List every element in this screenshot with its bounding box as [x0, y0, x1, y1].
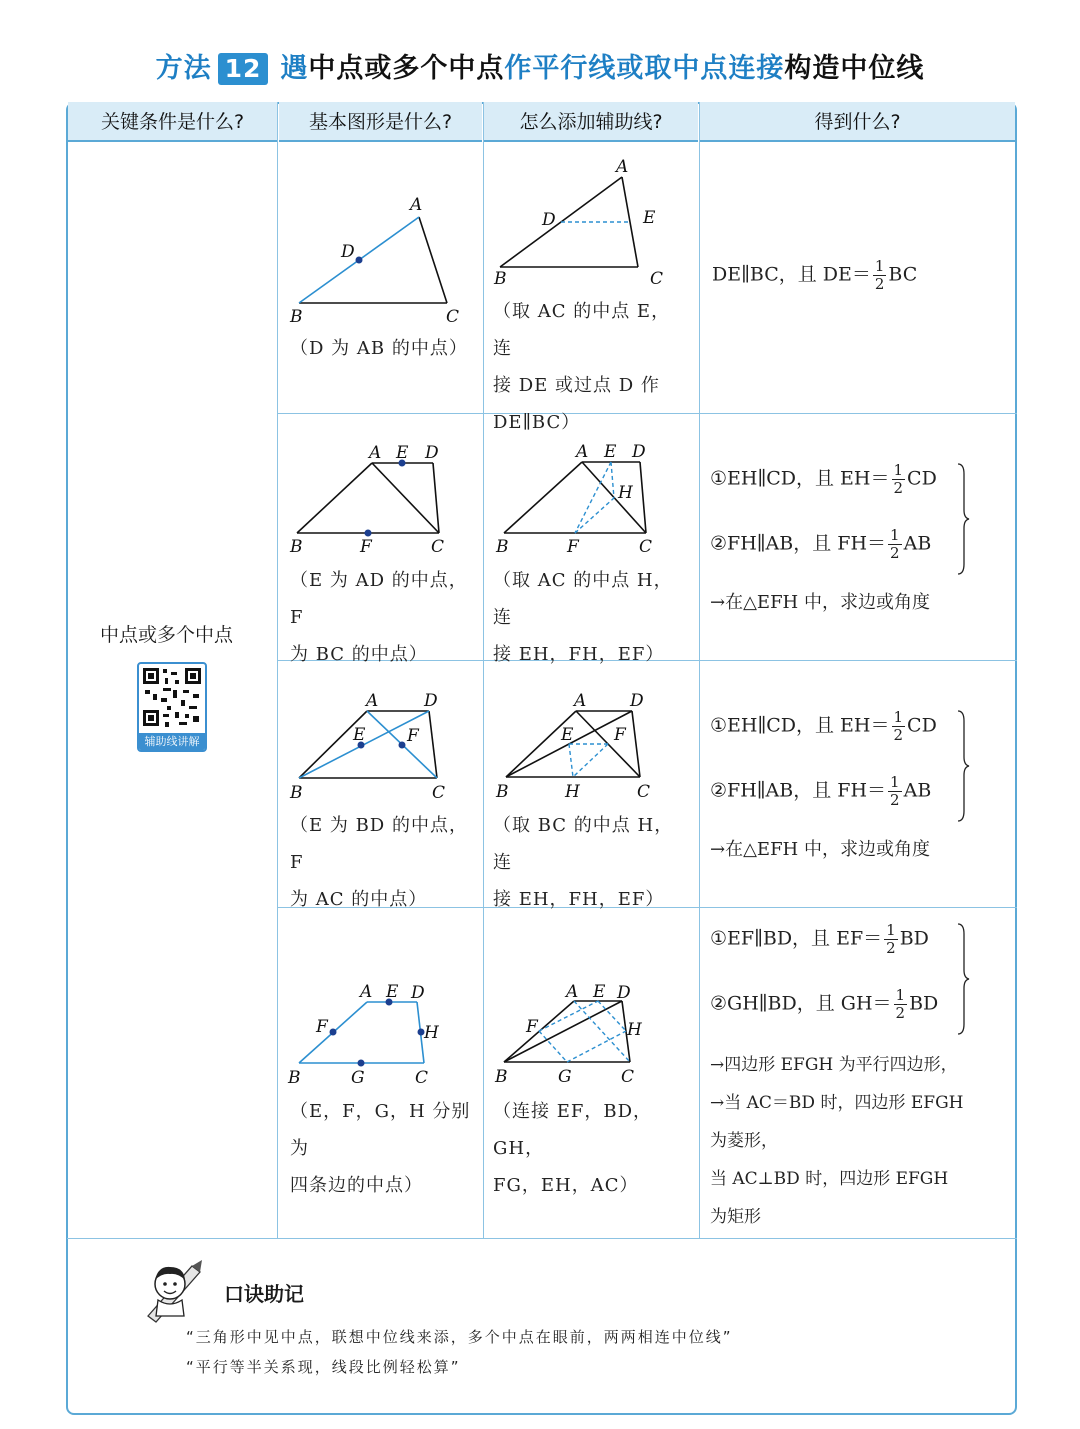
qr-code[interactable]: [137, 662, 207, 752]
label-C: C: [639, 537, 653, 557]
row4-figure-caption: [290, 1093, 474, 1204]
header-aux: 怎么添加辅助线?: [484, 102, 698, 142]
caption-line: FG，EH，AC）: [493, 1175, 639, 1196]
label-F: F: [360, 537, 372, 557]
mnemonic-title: 口诀助记: [224, 1282, 304, 1306]
grid-hline: [67, 1238, 1017, 1239]
label-A: A: [410, 195, 423, 215]
label-A: A: [366, 691, 379, 711]
title-part3: 作平行线或取中点连接: [504, 53, 785, 84]
title-part4: 构造中位线: [784, 53, 925, 84]
result-text: CD: [907, 714, 937, 737]
grid-vline: [699, 102, 700, 1238]
result-text: ①EH∥CD，且 EH＝: [710, 714, 890, 737]
midpoint-F: [399, 742, 406, 749]
result-text: 为菱形，: [710, 1131, 778, 1151]
caption-line: （连接 EF，BD，GH，: [493, 1101, 653, 1159]
condition-text: 中点或多个中点: [100, 624, 234, 646]
result-text: →四边形 EFGH 为平行四边形，: [710, 1055, 958, 1075]
result-text: CD: [907, 467, 937, 490]
label-D: D: [542, 210, 556, 230]
label-E: E: [396, 443, 409, 463]
label-H: H: [618, 483, 633, 503]
method-label: 方法: [155, 53, 212, 84]
label-F: F: [526, 1017, 538, 1037]
caption-line: （D 为 AB 的中点）: [290, 338, 468, 359]
row2-figure-caption: [290, 562, 474, 673]
label-H: H: [565, 782, 580, 802]
title-part1: 遇: [280, 53, 309, 84]
label-C: C: [621, 1067, 635, 1087]
result-text: 为矩形: [710, 1207, 761, 1227]
label-E: E: [643, 208, 656, 228]
label-B: B: [290, 537, 303, 557]
result-text: ②FH∥AB，且 FH＝: [710, 779, 887, 802]
midpoint-D: [356, 257, 363, 264]
header-result: 得到什么?: [700, 102, 1015, 142]
label-F: F: [316, 1017, 328, 1037]
midpoint-G: [358, 1060, 365, 1067]
label-A: A: [360, 982, 373, 1002]
header-figure: 基本图形是什么?: [279, 102, 482, 142]
fraction: $\frac{1}{2}$: [890, 526, 900, 562]
result-text: BD: [899, 927, 929, 950]
fraction: $\frac{1}{2}$: [886, 921, 896, 957]
result-text: →当 AC＝BD 时，四边形 EFGH: [710, 1093, 964, 1113]
result-text: BD: [909, 992, 939, 1015]
caption-line: 接 EH，FH，EF）: [493, 644, 665, 665]
result-text: AB: [903, 779, 932, 802]
label-A: A: [369, 443, 382, 463]
label-A: A: [576, 442, 589, 462]
label-E: E: [561, 725, 574, 745]
row3-result: [710, 709, 1010, 889]
midpoint-F: [365, 530, 372, 537]
row1-figure: [279, 143, 482, 413]
label-F: F: [407, 726, 419, 746]
label-F: F: [614, 725, 626, 745]
fraction: $\frac{1}{2}$: [874, 257, 885, 293]
label-A: A: [566, 982, 579, 1002]
caption-line: （E，F，G，H 分别为: [290, 1101, 471, 1159]
result-text: ①EF∥BD，且 EF＝: [710, 927, 883, 950]
label-B: B: [288, 1068, 301, 1088]
brace-icon: [956, 922, 970, 1036]
label-G: G: [558, 1067, 572, 1087]
label-D: D: [341, 242, 355, 262]
qr-pattern-icon: [139, 664, 205, 734]
label-B: B: [495, 1067, 508, 1087]
label-B: B: [290, 307, 303, 327]
label-A: A: [574, 691, 587, 711]
label-C: C: [432, 783, 446, 803]
row1-result: [712, 258, 917, 293]
label-B: B: [290, 783, 303, 803]
caption-line: （E 为 AD 的中点，F: [290, 570, 468, 628]
caption-line: （取 AC 的中点 E，连: [493, 301, 671, 359]
result-text: ②GH∥BD，且 GH＝: [710, 992, 892, 1015]
row4-result: [710, 922, 1010, 1232]
method-number: 12: [218, 53, 269, 85]
row3-figure-caption: [290, 807, 474, 918]
row1-figure-caption: [290, 330, 468, 367]
label-E: E: [604, 442, 617, 462]
label-C: C: [650, 269, 664, 289]
label-E: E: [386, 982, 399, 1002]
label-E: E: [353, 725, 366, 745]
row2-result: [710, 462, 1010, 642]
label-D: D: [632, 442, 646, 462]
caption-line: （取 BC 的中点 H，连: [493, 815, 674, 873]
label-D: D: [424, 691, 438, 711]
student-mascot-icon: [140, 1258, 216, 1326]
result-text: BC: [888, 263, 918, 286]
caption-line: （取 AC 的中点 H，连: [493, 570, 673, 628]
result-text: →在△EFH 中，求边或角度: [710, 592, 930, 613]
result-text: →在△EFH 中，求边或角度: [710, 839, 930, 860]
caption-line: 接 DE 或过点 D 作: [493, 375, 660, 396]
brace-icon: [956, 462, 970, 576]
caption-line: 接 EH，FH，EF）: [493, 889, 665, 910]
label-B: B: [496, 537, 509, 557]
mnemonic-line2: “平行等半关系现，线段比例轻松算”: [186, 1358, 461, 1376]
label-F: F: [567, 537, 579, 557]
label-C: C: [431, 537, 445, 557]
label-E: E: [593, 982, 606, 1002]
caption-line: 四条边的中点）: [290, 1175, 423, 1196]
brace-icon: [956, 709, 970, 823]
caption-line: DE∥BC）: [493, 412, 581, 433]
header-condition: 关键条件是什么?: [68, 102, 277, 142]
fraction: $\frac{1}{2}$: [895, 986, 906, 1022]
caption-line: 为 BC 的中点）: [290, 644, 428, 665]
label-B: B: [494, 269, 507, 289]
label-H: H: [627, 1020, 642, 1040]
result-text: ①EH∥CD，且 EH＝: [710, 467, 890, 490]
page-title: [0, 46, 1080, 85]
label-D: D: [411, 983, 425, 1003]
row4-aux-caption: [493, 1093, 689, 1204]
title-part2: 中点或多个中点: [308, 53, 505, 84]
result-text: 当 AC⊥BD 时，四边形 EFGH: [710, 1169, 949, 1189]
label-D: D: [617, 983, 631, 1003]
fraction: $\frac{1}{2}$: [893, 708, 904, 744]
qr-caption: 辅助线讲解: [139, 733, 205, 750]
label-G: G: [351, 1068, 365, 1088]
result-text: DE∥BC，且 DE＝: [712, 263, 871, 286]
label-C: C: [637, 782, 651, 802]
label-C: C: [415, 1068, 429, 1088]
result-text: AB: [903, 532, 932, 555]
label-A: A: [616, 157, 629, 177]
row2-aux-caption: [493, 562, 689, 673]
label-D: D: [630, 691, 644, 711]
grid-vline: [277, 102, 278, 1238]
fraction: $\frac{1}{2}$: [893, 461, 904, 497]
caption-line: 为 AC 的中点）: [290, 889, 428, 910]
row3-aux-caption: [493, 807, 689, 918]
result-text: ②FH∥AB，且 FH＝: [710, 532, 887, 555]
label-B: B: [496, 782, 509, 802]
midpoint-F: [330, 1029, 337, 1036]
label-C: C: [446, 307, 460, 327]
label-H: H: [424, 1023, 439, 1043]
mnemonic-line1: “三角形中见中点，联想中位线来添，多个中点在眼前，两两相连中位线”: [186, 1328, 733, 1346]
caption-line: （E 为 BD 的中点，F: [290, 815, 468, 873]
label-D: D: [425, 443, 439, 463]
fraction: $\frac{1}{2}$: [890, 773, 900, 809]
